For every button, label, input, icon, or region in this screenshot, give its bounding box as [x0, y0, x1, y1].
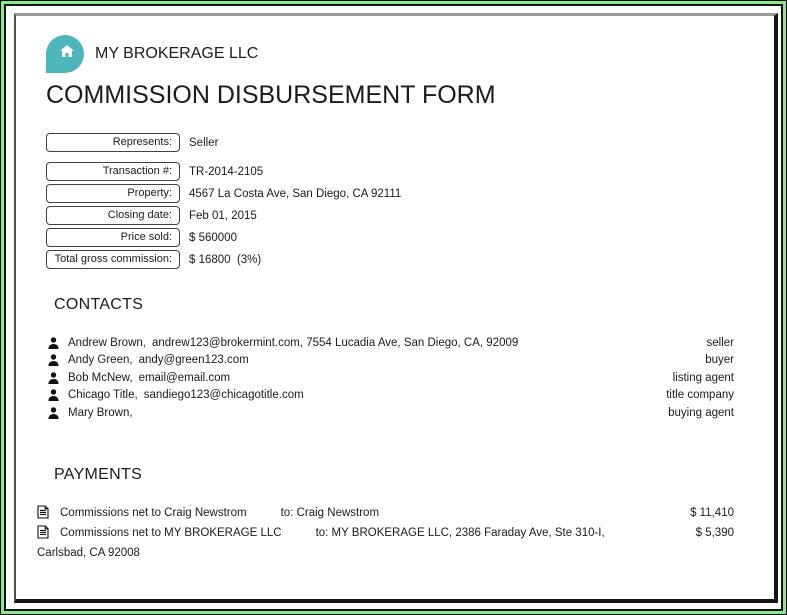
contact-role: buyer [705, 354, 734, 367]
transaction-number-field [46, 162, 734, 181]
field-value: $ 560000 [189, 231, 237, 244]
brand-logo [46, 35, 84, 73]
contact-row [48, 334, 734, 352]
contact-row [48, 404, 734, 422]
contact-list [48, 334, 734, 422]
field-label: Property: [46, 184, 180, 203]
person-icon [48, 407, 59, 419]
field-label: Transaction #: [46, 162, 180, 181]
contact-text [68, 337, 707, 349]
form-fields [46, 133, 734, 269]
contact-details: andy@green123.com [138, 354, 249, 367]
contact-role: buying agent [668, 406, 734, 419]
price-sold-field [46, 228, 734, 247]
payment-row [37, 505, 734, 525]
contact-name: Chicago Title, [68, 389, 138, 402]
contact-role: title company [666, 389, 734, 402]
contact-text [68, 389, 666, 401]
brand-row [46, 34, 734, 74]
person-icon [48, 354, 59, 366]
payment-list [37, 505, 734, 562]
person-icon [48, 372, 59, 384]
person-icon [48, 337, 59, 349]
green-frame [1, 1, 786, 614]
field-label: Price sold: [46, 228, 180, 247]
contact-role: listing agent [672, 371, 734, 384]
contact-name: Mary Brown, [68, 406, 133, 419]
payments-heading: PAYMENTS [54, 465, 143, 483]
contact-role: seller [706, 336, 734, 349]
contacts-heading: CONTACTS [54, 296, 144, 313]
contact-text [68, 372, 673, 384]
contact-row [48, 369, 734, 387]
payment-to: to: Craig Newstrom [280, 506, 380, 519]
contact-name: Bob McNew, [68, 371, 133, 384]
payment-amount: $ 5,390 [695, 526, 734, 539]
payment-description: Commissions net to Craig Newstrom [60, 506, 247, 519]
field-value: Seller [189, 136, 219, 149]
contact-name: Andy Green, [68, 354, 133, 367]
page-title: COMMISSION DISBURSEMENT FORM [46, 81, 496, 109]
document-icon [37, 505, 49, 525]
payment-description: Commissions net to MY BROKERAGE LLC [60, 526, 282, 539]
document-icon [37, 525, 49, 545]
contact-details: email@email.com [138, 371, 231, 384]
document-page [14, 13, 778, 603]
contacts-section [46, 296, 734, 422]
contact-row [48, 387, 734, 405]
field-label: Total gross commission: [46, 250, 180, 269]
payment-row [37, 525, 734, 562]
field-label: Closing date: [46, 206, 180, 225]
contact-details: andrew123@brokermint.com, 7554 Lucadia Ave, San Diego, CA, 92009 [151, 336, 519, 349]
brand-name: MY BROKERAGE LLC [95, 45, 259, 62]
payment-amount: $ 11,410 [690, 506, 734, 519]
house-icon [57, 47, 73, 61]
payment-to: to: MY BROKERAGE LLC, 2386 Faraday Ave, Ste 310-I, Carlsbad, CA 92008 [37, 526, 605, 559]
contact-details: sandiego123@chicagotitle.com [143, 389, 304, 402]
inner-frame [4, 4, 783, 611]
field-label: Represents: [46, 133, 180, 152]
field-value: TR-2014-2105 [189, 165, 264, 178]
contact-row [48, 352, 734, 370]
contact-name: Andrew Brown, [68, 336, 146, 349]
contact-text [68, 407, 668, 419]
field-value: $ 16800 (3%) [189, 253, 262, 266]
contact-text [68, 354, 705, 366]
person-icon [48, 389, 59, 401]
payments-section [37, 465, 734, 562]
field-value: 4567 La Costa Ave, San Diego, CA 92111 [189, 187, 402, 200]
represents-field [46, 133, 734, 152]
field-value: Feb 01, 2015 [189, 209, 257, 222]
closing-date-field [46, 206, 734, 225]
property-field [46, 184, 734, 203]
total-gross-commission-field [46, 250, 734, 269]
